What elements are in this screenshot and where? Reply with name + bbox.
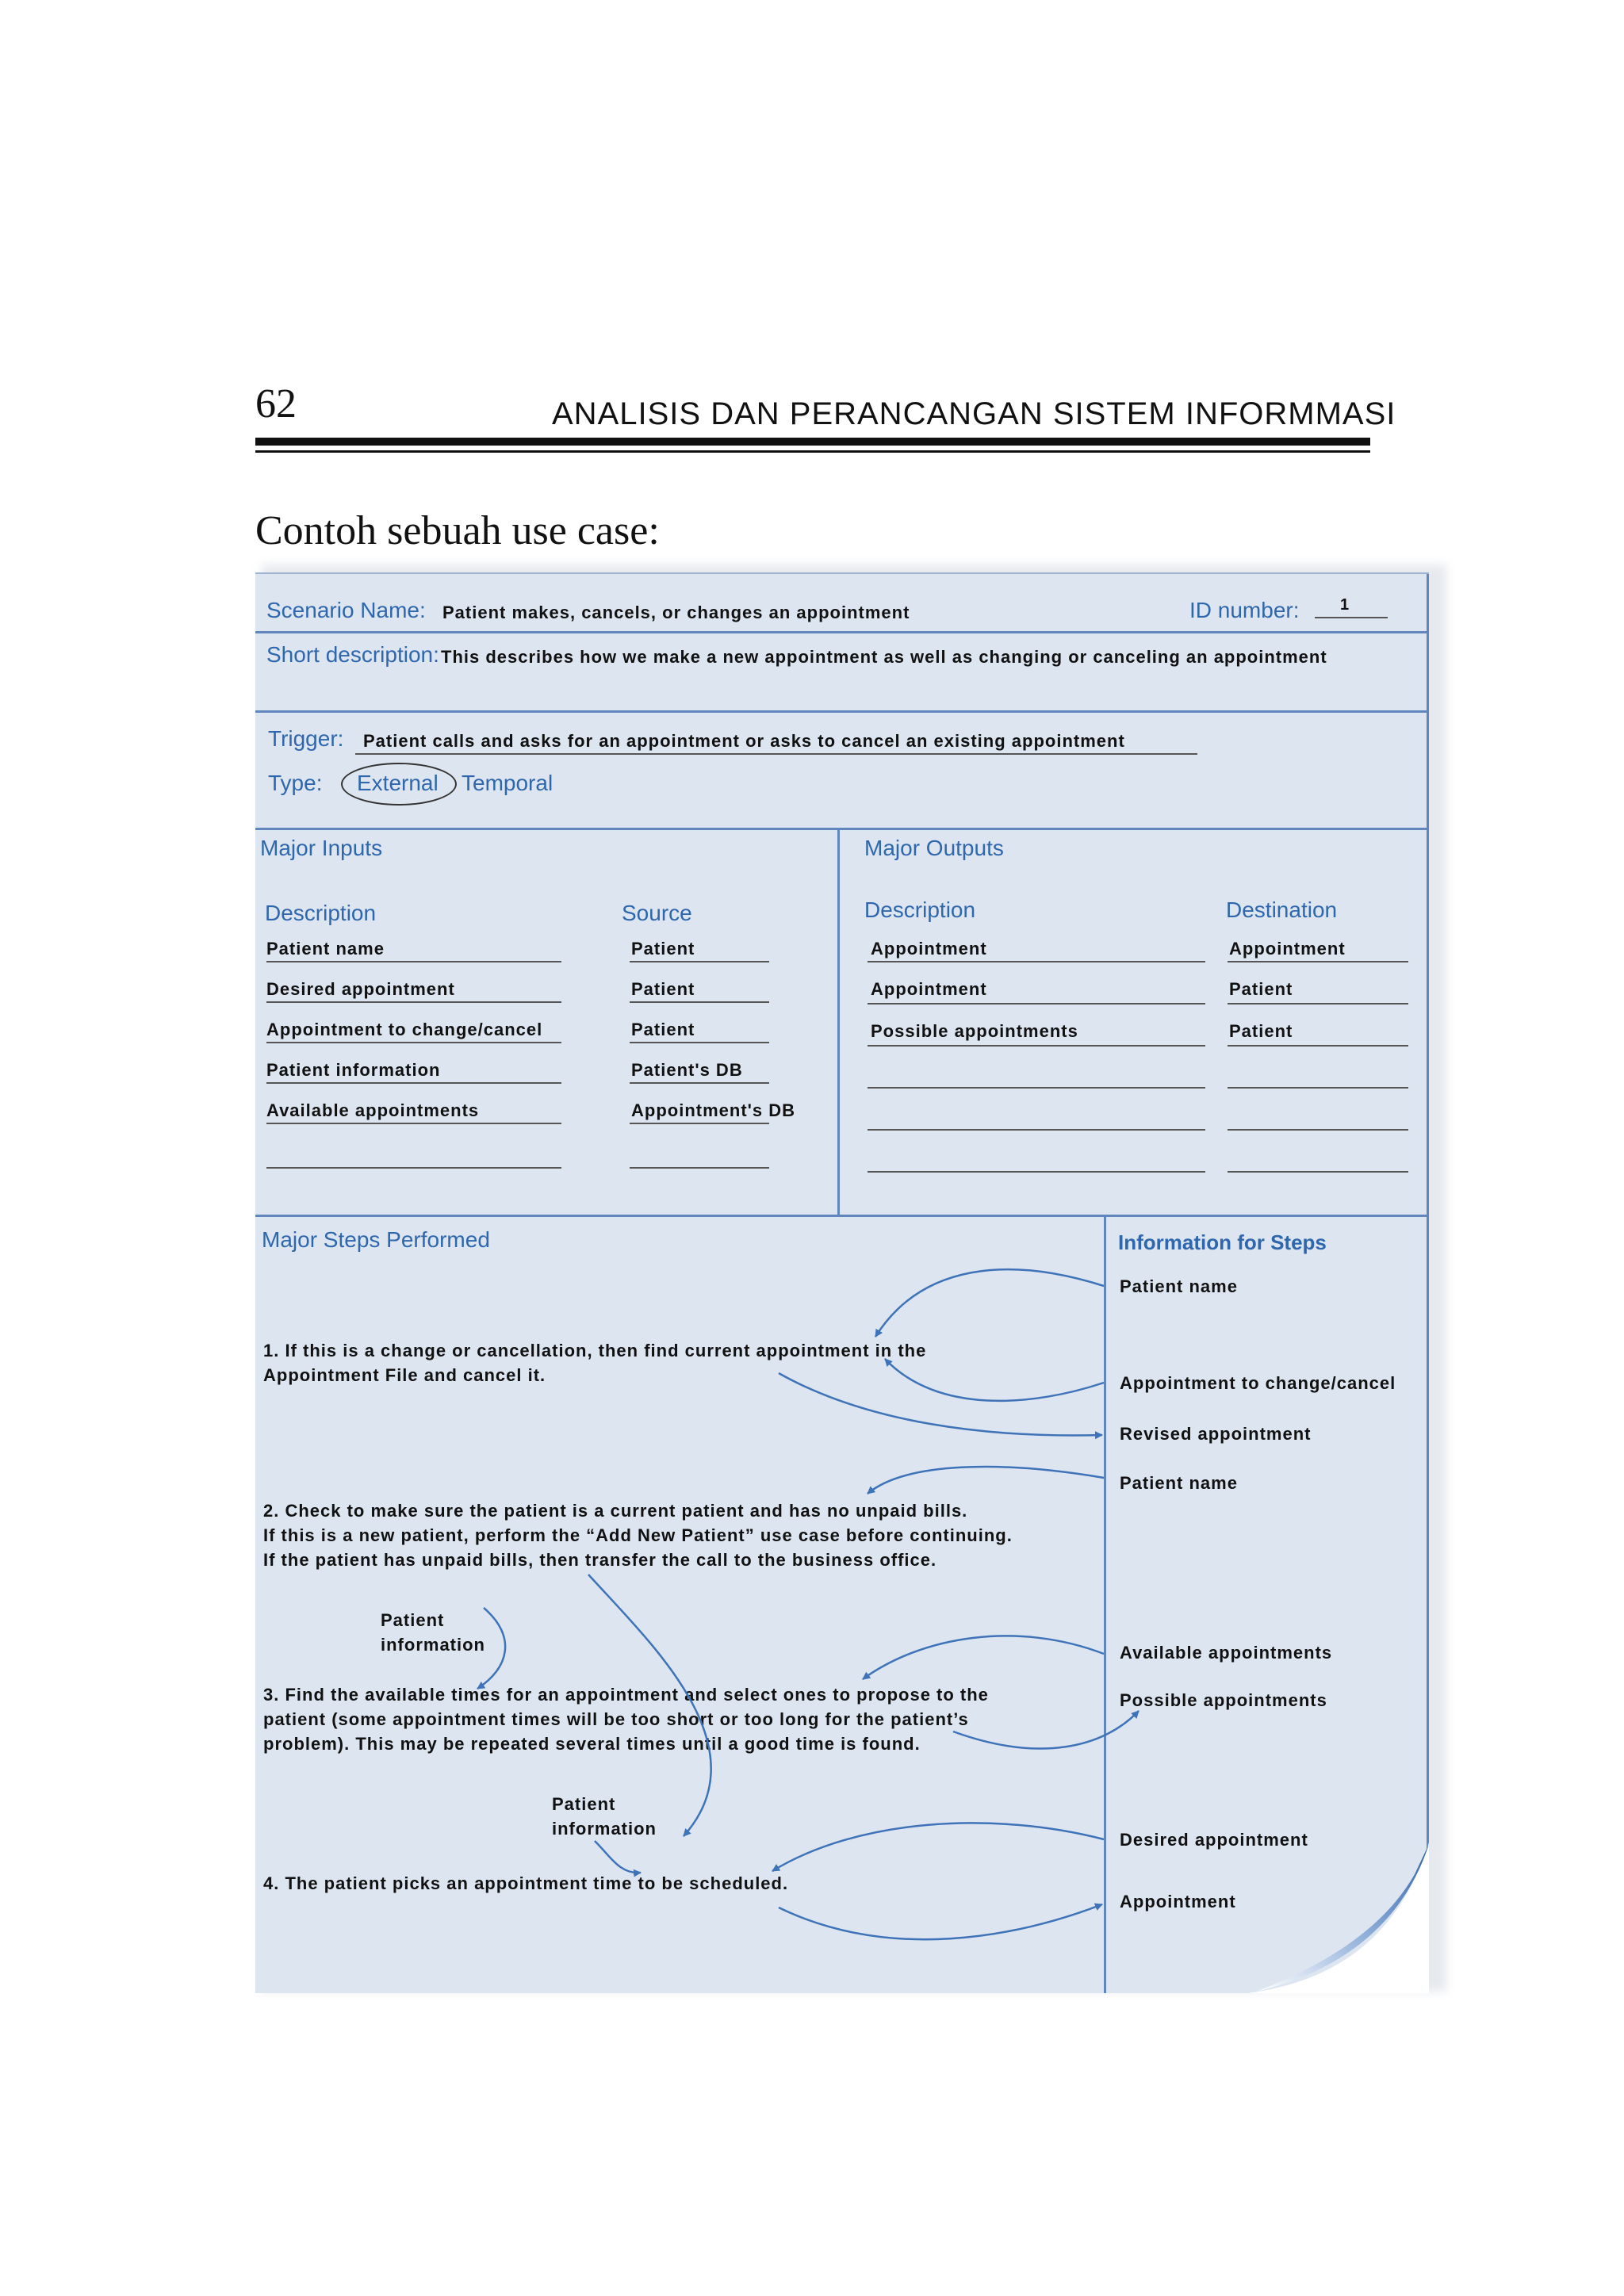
input-description: Desired appointment bbox=[266, 979, 455, 999]
page-number: 62 bbox=[255, 381, 297, 427]
step-1-line: 1. If this is a change or cancellation, then find current appointment in the bbox=[263, 1341, 927, 1360]
arrow-patient-name-to-step2 bbox=[868, 1467, 1104, 1494]
input-description: Patient information bbox=[266, 1060, 441, 1080]
info-item: Available appointments bbox=[1120, 1643, 1333, 1663]
step-3-line: patient (some appointment times will be too short or too long for the patient’s bbox=[263, 1709, 969, 1729]
outputs-description-header: Description bbox=[864, 897, 976, 922]
step-2-line: If the patient has unpaid bills, then transfer the call to the business office. bbox=[263, 1550, 937, 1570]
output-destination: Patient bbox=[1229, 979, 1293, 999]
arrow-step3-to-possible bbox=[953, 1711, 1139, 1748]
input-source: Appointment's DB bbox=[631, 1100, 795, 1120]
info-item: Possible appointments bbox=[1120, 1690, 1327, 1710]
output-description: Possible appointments bbox=[871, 1021, 1078, 1041]
arrow-patient-name-to-step1 bbox=[875, 1269, 1104, 1337]
step-4: 4. The patient picks an appointment time to be scheduled. bbox=[263, 1873, 789, 1893]
arrow-note-a-to-step3 bbox=[477, 1608, 505, 1689]
intro-text: Contoh sebuah use case: bbox=[255, 508, 660, 553]
id-number-value: 1 bbox=[1340, 596, 1350, 614]
step-2-line: If this is a new patient, perform the “Add New Patient” use case before continuing. bbox=[263, 1525, 1013, 1545]
info-item: Revised appointment bbox=[1120, 1424, 1312, 1444]
info-item: Desired appointment bbox=[1120, 1830, 1308, 1850]
scenario-name-value: Patient makes, cancels, or changes an appointment bbox=[442, 603, 910, 622]
input-source: Patient bbox=[631, 939, 695, 959]
page-curl bbox=[1248, 1843, 1429, 1993]
arrow-available-to-step3 bbox=[863, 1636, 1104, 1679]
step-1-line: Appointment File and cancel it. bbox=[263, 1365, 546, 1385]
input-source: Patient bbox=[631, 979, 695, 999]
type-external: External bbox=[357, 771, 439, 795]
step-3-line: 3. Find the available times for an appointment and select ones to propose to the bbox=[263, 1685, 989, 1705]
note-line: information bbox=[381, 1635, 485, 1655]
step-3-line: problem). This may be repeated several times until a good time is found. bbox=[263, 1734, 921, 1754]
arrow-note-b-to-step4 bbox=[595, 1841, 641, 1873]
output-description: Appointment bbox=[871, 939, 987, 959]
id-number-label: ID number: bbox=[1189, 598, 1300, 622]
output-destination: Patient bbox=[1229, 1021, 1293, 1041]
type-label: Type: bbox=[268, 771, 323, 795]
header-rule-thick bbox=[255, 438, 1370, 446]
outputs-destination-header: Destination bbox=[1226, 897, 1338, 922]
arrow-step1-to-revised bbox=[779, 1373, 1102, 1435]
note-line: Patient bbox=[381, 1610, 445, 1630]
output-destination: Appointment bbox=[1229, 939, 1346, 959]
arrow-step4-to-appointment bbox=[779, 1904, 1102, 1939]
arrow-change-cancel-to-step1 bbox=[885, 1359, 1104, 1401]
trigger-label: Trigger: bbox=[268, 726, 344, 751]
scenario-name-label: Scenario Name: bbox=[266, 598, 426, 622]
info-item: Patient name bbox=[1120, 1473, 1238, 1493]
info-item: Patient name bbox=[1120, 1276, 1238, 1296]
arrow-desired-to-step4 bbox=[772, 1823, 1104, 1871]
arrow-step2-to-note-b bbox=[588, 1575, 711, 1836]
header-rule-thin bbox=[255, 450, 1370, 453]
info-for-steps-title: Information for Steps bbox=[1118, 1230, 1327, 1254]
major-inputs-title: Major Inputs bbox=[260, 836, 383, 860]
input-description: Appointment to change/cancel bbox=[266, 1020, 543, 1039]
input-source: Patient bbox=[631, 1020, 695, 1039]
step-arrows bbox=[255, 574, 1429, 1993]
type-temporal: Temporal bbox=[462, 771, 553, 795]
trigger-value: Patient calls and asks for an appointment or asks to cancel an existing appointment bbox=[363, 731, 1125, 751]
input-description: Available appointments bbox=[266, 1100, 480, 1120]
inputs-description-header: Description bbox=[265, 901, 377, 925]
use-case-form bbox=[255, 572, 1429, 1993]
inputs-source-header: Source bbox=[622, 901, 692, 925]
major-outputs-title: Major Outputs bbox=[864, 836, 1004, 860]
info-item: Appointment to change/cancel bbox=[1120, 1373, 1396, 1393]
major-steps-title: Major Steps Performed bbox=[262, 1227, 490, 1252]
input-description: Patient name bbox=[266, 939, 385, 959]
short-description-value: This describes how we make a new appointment as well as changing or canceling an appointment bbox=[441, 647, 1327, 667]
step-2-line: 2. Check to make sure the patient is a current patient and has no unpaid bills. bbox=[263, 1501, 968, 1521]
running-title: ANALISIS DAN PERANCANGAN SISTEM INFORMMASI bbox=[552, 396, 1396, 431]
note-line: information bbox=[552, 1819, 657, 1839]
note-line: Patient bbox=[552, 1794, 616, 1814]
info-item: Appointment bbox=[1120, 1892, 1236, 1911]
output-description: Appointment bbox=[871, 979, 987, 999]
input-source: Patient's DB bbox=[631, 1060, 743, 1080]
short-description-label: Short description: bbox=[266, 642, 439, 667]
